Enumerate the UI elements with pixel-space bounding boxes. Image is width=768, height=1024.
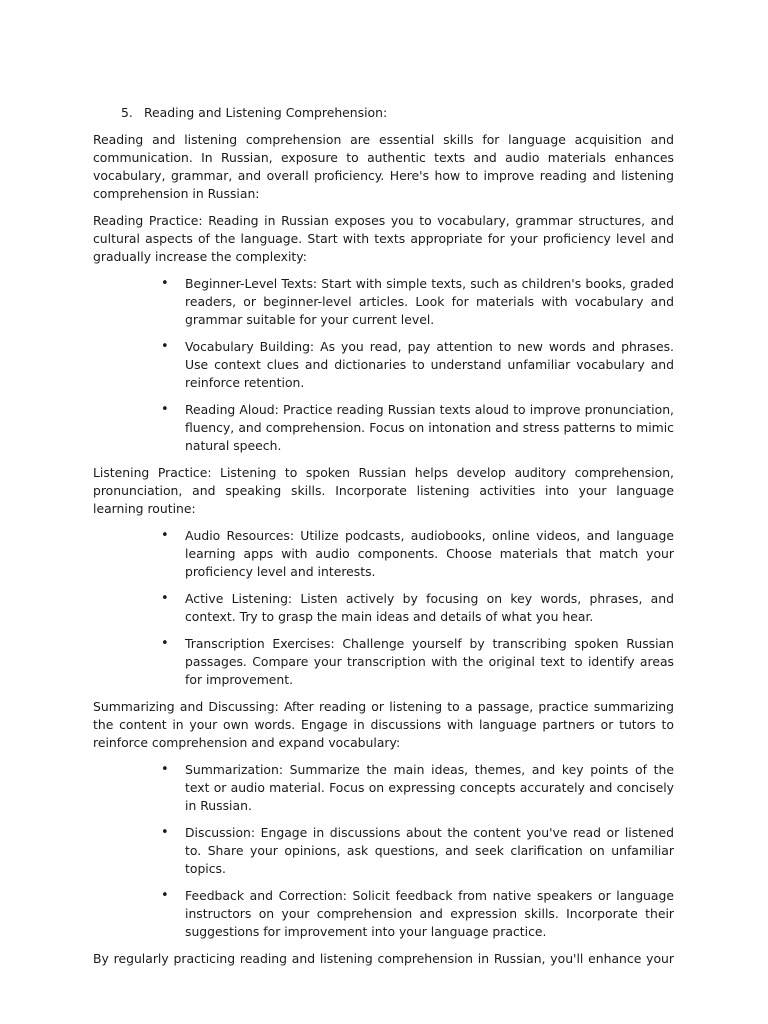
list-item	[161, 635, 674, 689]
bullet-icon: •	[161, 825, 169, 840]
section-title: Reading and Listening Comprehension:	[144, 105, 388, 120]
reading-practice-list	[93, 275, 674, 455]
listening-practice-paragraph: Listening Practice: Listening to spoken Russian helps develop auditory comprehension, pronunciation, and speaking skills. Incorporate listening activities into your language learning routine:	[93, 465, 674, 516]
summarizing-list	[93, 761, 674, 941]
closing-paragraph: By regularly practicing reading and listening comprehension in Russian, you'll enhance your	[93, 951, 674, 966]
bullet-icon: •	[161, 339, 169, 354]
intro-paragraph: Reading and listening comprehension are essential skills for language acquisition and communication. In Russian, exposure to authentic texts and audio materials enhances vocabulary, grammar, and overall proficiency. Here's how to improve reading and listening comprehension in Russian:	[93, 132, 674, 201]
listening-practice-list	[93, 527, 674, 689]
bullet-icon: •	[161, 402, 169, 417]
document-page	[93, 104, 674, 968]
list-item-text: Audio Resources: Utilize podcasts, audiobooks, online videos, and language learning apps with audio components. Choose materials that match your proficiency level and interests.	[185, 528, 674, 579]
summarizing-paragraph: Summarizing and Discussing: After reading or listening to a passage, practice summarizing the content in your own words. Engage in discussions with language partners or tutors to reinforce comprehension and expand vocabulary:	[93, 699, 674, 750]
list-item-text: Beginner-Level Texts: Start with simple texts, such as children's books, graded readers, or beginner-level articles. Look for materials with vocabulary and grammar suitable for your current level.	[185, 276, 674, 327]
bullet-icon: •	[161, 636, 169, 651]
list-item-text: Summarization: Summarize the main ideas, themes, and key points of the text or audio material. Focus on expressing concepts accurately and concisely in Russian.	[185, 762, 674, 813]
list-item	[161, 275, 674, 329]
list-item	[161, 761, 674, 815]
list-item	[161, 401, 674, 455]
list-item-text: Feedback and Correction: Solicit feedback from native speakers or language instructors on your comprehension and expression skills. Incorporate their suggestions for improvement into your language practice.	[185, 888, 674, 939]
bullet-icon: •	[161, 276, 169, 291]
bullet-icon: •	[161, 762, 169, 777]
bullet-icon: •	[161, 591, 169, 606]
section-heading	[93, 104, 674, 122]
section-number: 5.	[121, 105, 133, 120]
list-item	[161, 590, 674, 626]
bullet-icon: •	[161, 888, 169, 903]
list-item-text: Transcription Exercises: Challenge yourself by transcribing spoken Russian passages. Compare your transcription with the original text to identify areas for improvement.	[185, 636, 674, 687]
list-item-text: Discussion: Engage in discussions about the content you've read or listened to. Share your opinions, ask questions, and seek clarification on unfamiliar topics.	[185, 825, 674, 876]
reading-practice-paragraph: Reading Practice: Reading in Russian exposes you to vocabulary, grammar structures, and cultural aspects of the language. Start with texts appropriate for your proficiency level and gradually increase the complexity:	[93, 213, 674, 264]
list-item	[161, 824, 674, 878]
list-item-text: Vocabulary Building: As you read, pay attention to new words and phrases. Use context clues and dictionaries to understand unfamiliar vocabulary and reinforce retention.	[185, 339, 674, 390]
bullet-icon: •	[161, 528, 169, 543]
list-item-text: Active Listening: Listen actively by focusing on key words, phrases, and context. Try to grasp the main ideas and details of what you hear.	[185, 591, 674, 624]
list-item	[161, 338, 674, 392]
list-item	[161, 527, 674, 581]
list-item	[161, 887, 674, 941]
list-item-text: Reading Aloud: Practice reading Russian texts aloud to improve pronunciation, fluency, and comprehension. Focus on intonation and stress patterns to mimic natural speech.	[185, 402, 674, 453]
